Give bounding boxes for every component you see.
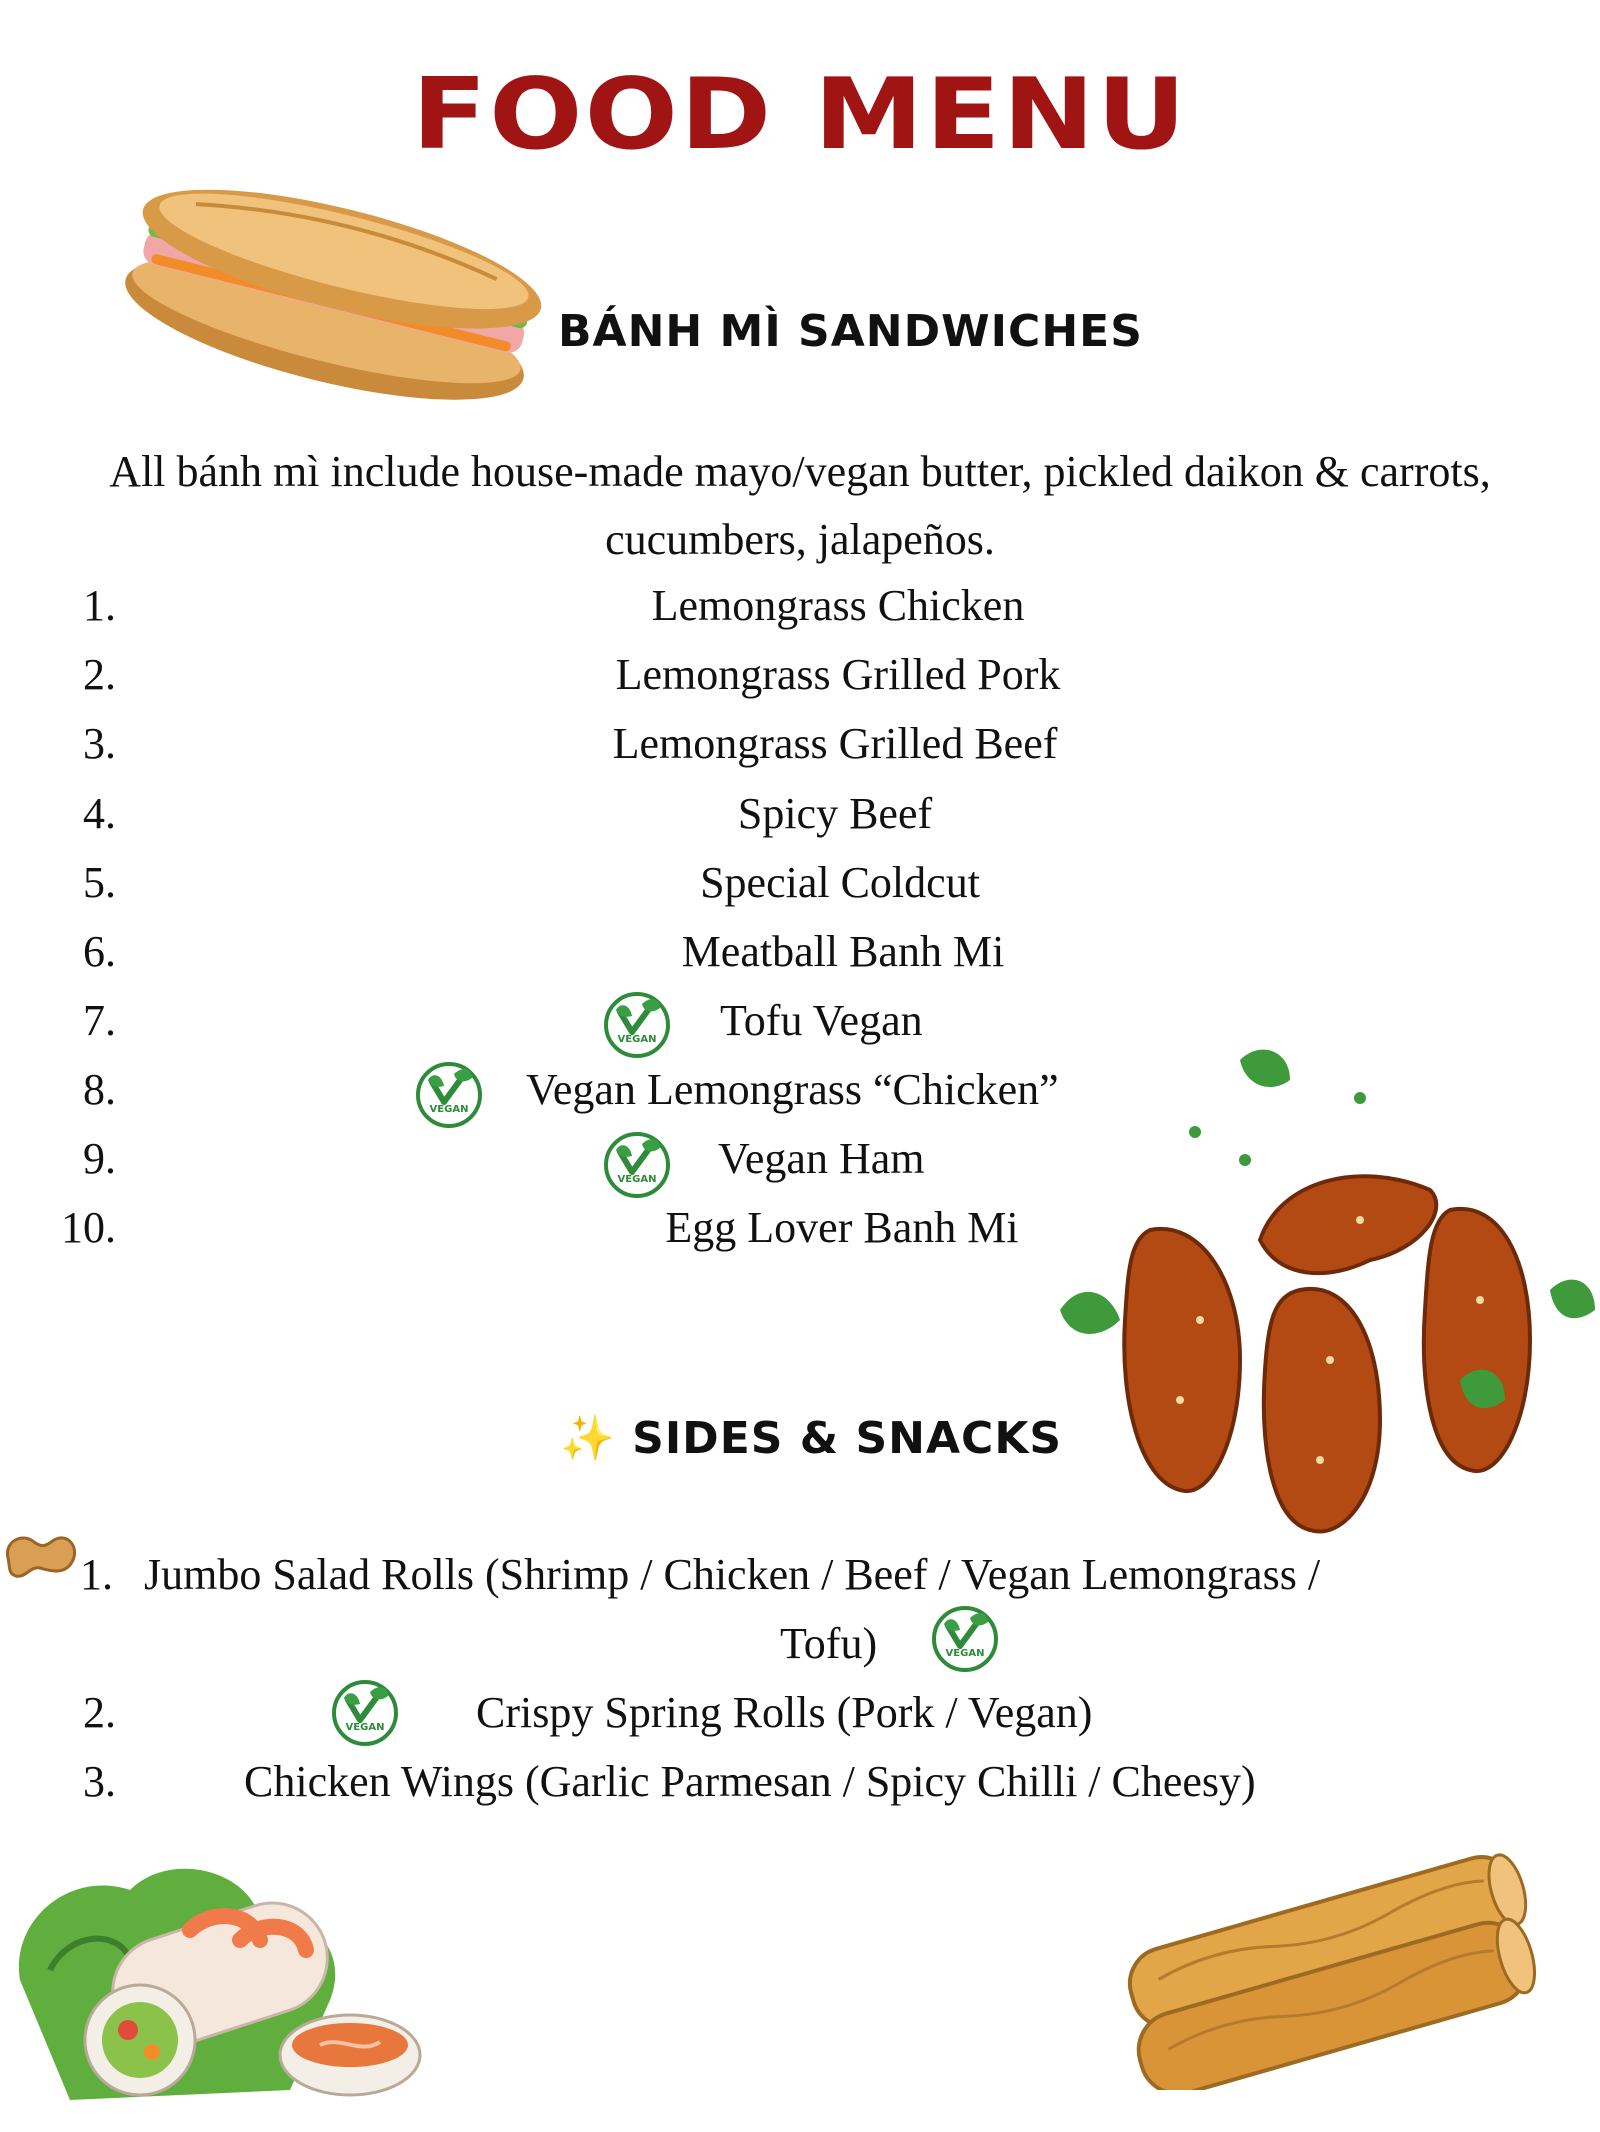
salad-rolls-illustration — [10, 1830, 450, 2130]
list-item-number: 8. — [83, 1065, 116, 1114]
list-item: Crispy Spring Rolls (Pork / Vegan) — [476, 1688, 1093, 1737]
list-item-number: 4. — [83, 789, 116, 838]
list-item-number: 1. — [83, 581, 116, 630]
list-item: Vegan Ham — [718, 1134, 925, 1183]
list-item: Meatball Banh Mi — [681, 927, 1005, 976]
banh-mi-sandwich-illustration — [118, 180, 548, 410]
chicken-wings-illustration — [1030, 1040, 1600, 1540]
list-item-continued: Tofu) — [780, 1619, 878, 1668]
list-item-number: 3. — [83, 719, 116, 768]
vegan-badge-icon — [330, 1678, 400, 1748]
sides-heading-label: SIDES & SNACKS — [632, 1413, 1063, 1464]
list-item-number: 2. — [83, 650, 116, 699]
sandwiches-heading: BÁNH MÌ SANDWICHES — [558, 306, 1143, 357]
list-item: Jumbo Salad Rolls (Shrimp / Chicken / Beef / Vegan Lemongrass / — [144, 1550, 1321, 1599]
list-item-number: 6. — [83, 927, 116, 976]
vegan-badge-icon — [602, 990, 672, 1060]
list-item-number: 5. — [83, 858, 116, 907]
list-item-number: 2. — [83, 1688, 116, 1737]
list-item-number: 10. — [61, 1203, 116, 1252]
list-item: Chicken Wings (Garlic Parmesan / Spicy Chilli / Cheesy) — [244, 1757, 1256, 1806]
menu-title: FOOD MENU — [411, 58, 1189, 172]
vegan-badge-icon — [602, 1130, 672, 1200]
list-item-number: 7. — [83, 996, 116, 1045]
list-item: Egg Lover Banh Mi — [665, 1203, 1019, 1252]
list-item: Spicy Beef — [737, 789, 933, 838]
sparkles-icon: ✨ — [560, 1413, 616, 1464]
list-item: Lemongrass Chicken — [651, 581, 1025, 630]
list-item-number: 1. — [80, 1550, 113, 1599]
sides-heading — [560, 1412, 1062, 1464]
list-item-number: 9. — [83, 1134, 116, 1183]
spring-rolls-illustration — [1100, 1830, 1570, 2090]
vegan-badge-icon — [930, 1604, 1000, 1674]
list-item-number: 3. — [83, 1757, 116, 1806]
vegan-badge-icon — [414, 1060, 484, 1130]
list-item: Vegan Lemongrass “Chicken” — [526, 1065, 1059, 1114]
list-item: Lemongrass Grilled Beef — [612, 719, 1058, 768]
list-item: Tofu Vegan — [720, 996, 923, 1045]
list-item: Special Coldcut — [700, 858, 980, 907]
peanut-icon — [0, 1526, 80, 1586]
list-item: Lemongrass Grilled Pork — [615, 650, 1061, 699]
sandwiches-intro: All bánh mì include house-made mayo/vegan butter, pickled daikon & carrots, cucumbers, jalapeños. — [109, 447, 1491, 564]
